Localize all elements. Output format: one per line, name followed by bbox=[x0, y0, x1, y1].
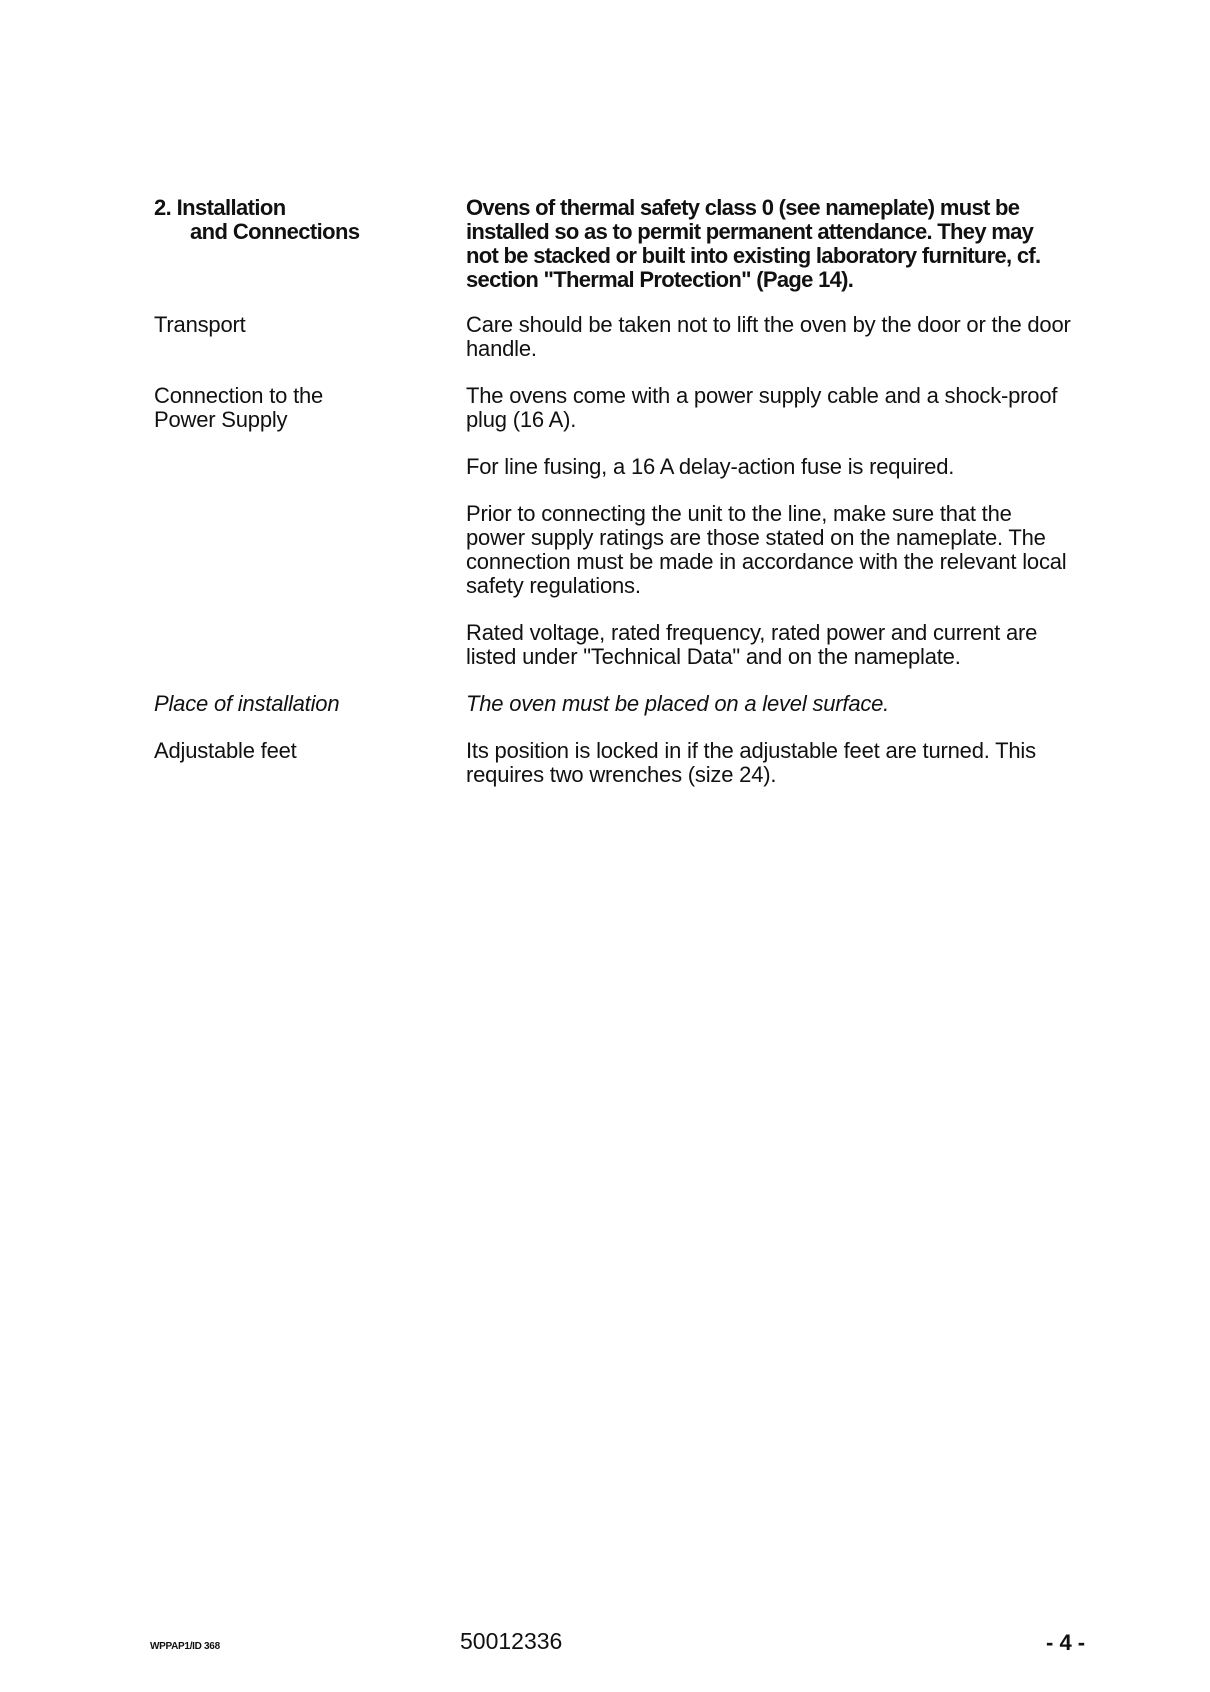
power-supply-paragraph-1: The ovens come with a power supply cable and a shock-proof plug (16 A). bbox=[466, 383, 1058, 432]
transport-label: Transport bbox=[154, 312, 246, 337]
footer-part-number: 50012336 bbox=[460, 1628, 563, 1654]
place-of-installation-text: The oven must be placed on a level surface. bbox=[466, 691, 890, 716]
section-heading-label bbox=[154, 196, 454, 244]
section-subtitle: and Connections bbox=[190, 219, 360, 244]
section-heading-text: Ovens of thermal safety class 0 (see nameplate) must be installed so as to permit permanent attendance. They may not be stacked or built into existing laboratory furniture, cf. section "Thermal Protection" (Page 14). bbox=[466, 195, 1041, 292]
adjustable-feet-text: Its position is locked in if the adjustable feet are turned. This requires two wrenches (size 24). bbox=[466, 738, 1036, 787]
power-supply-paragraph-2: For line fusing, a 16 A delay-action fuse is required. bbox=[466, 454, 955, 479]
adjustable-feet-label: Adjustable feet bbox=[154, 738, 297, 763]
power-supply-label: Connection to the Power Supply bbox=[154, 383, 324, 432]
section-number-title: 2. Installation bbox=[154, 195, 286, 220]
footer-doc-code: WPPAP1/ID 368 bbox=[150, 1641, 220, 1652]
transport-text: Care should be taken not to lift the oven by the door or the door handle. bbox=[466, 312, 1071, 361]
power-supply-paragraph-4: Rated voltage, rated frequency, rated power and current are listed under "Technical Data" and on the nameplate. bbox=[466, 620, 1038, 669]
footer-page-number: - 4 - bbox=[1046, 1630, 1086, 1655]
power-supply-paragraph-3: Prior to connecting the unit to the line, make sure that the power supply ratings are those stated on the nameplate. The connection must be made in accordance with the relevant local safety regulations. bbox=[466, 501, 1067, 598]
place-of-installation-label: Place of installation bbox=[154, 691, 340, 716]
